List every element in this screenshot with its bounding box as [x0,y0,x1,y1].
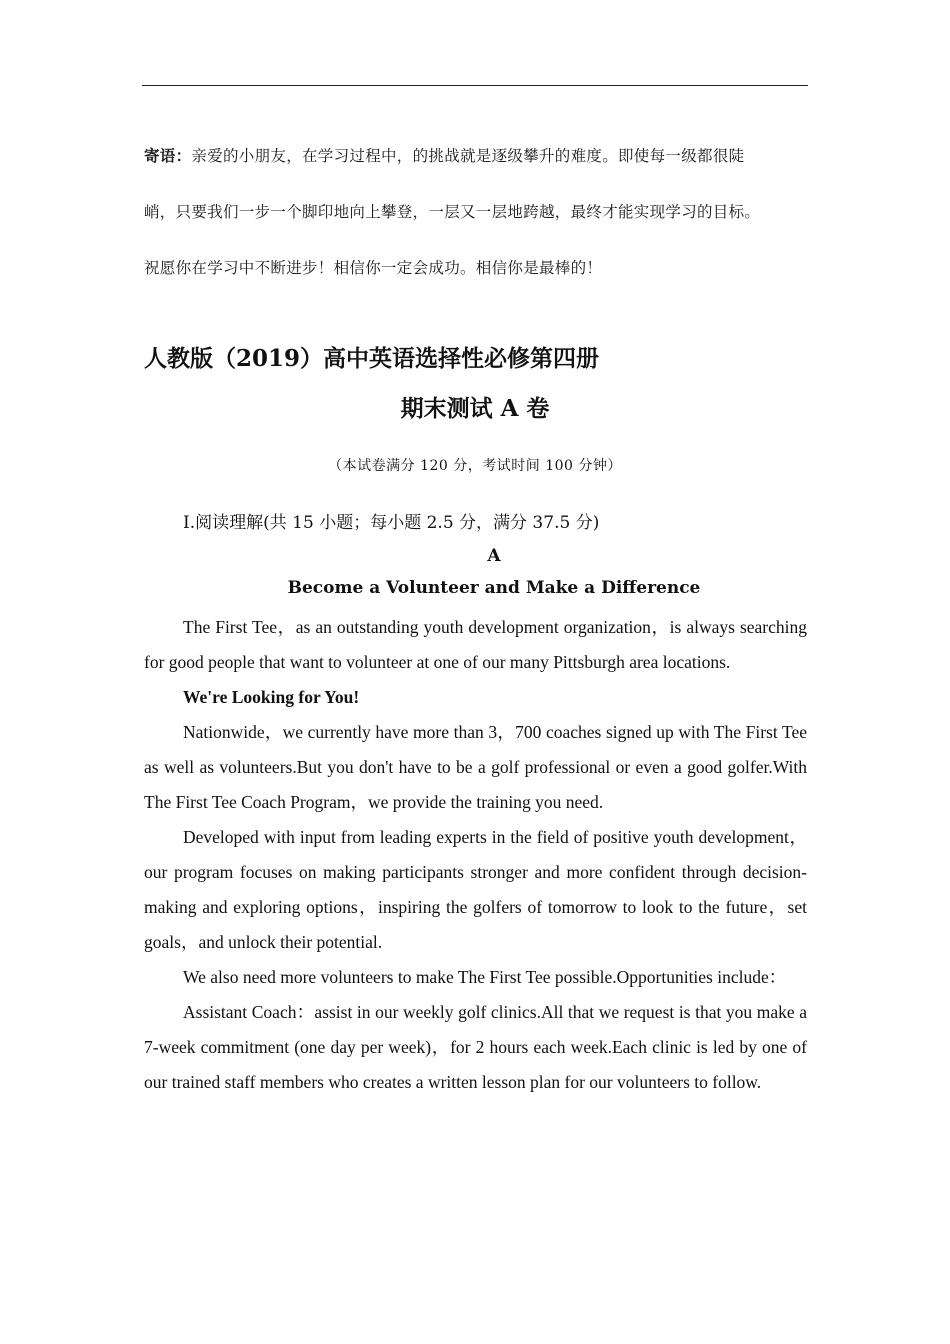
greeting-label: 寄语： [144,146,192,165]
exam-note: （本试卷满分 120 分，考试时间 100 分钟） [328,458,622,474]
paragraph: Nationwide，we currently have more than 3，700 coaches signed up with The First Tee as well as volunteers.But you don't have to be a golf professional or even a good golfer.With The First Tee Coach Program，we provide the training you need. [144,722,807,812]
paragraph: Assistant Coach：assist in our weekly golf clinics.All that we request is that you make a 7-week commitment (one day per week)，for 2 hours each week.Each clinic is led by one of our trained staff members who creates a written lesson plan for our volunteers to follow. [144,1002,807,1092]
greeting-text-1: 亲爱的小朋友，在学习过程中，的挑战就是逐级攀升的难度。即使每一级都很陡 [191,147,745,165]
document-title: 人教版（2019）高中英语选择性必修第四册 [144,345,600,372]
passage-title: Become a Volunteer and Make a Difference [287,578,701,598]
paragraph-subheading: We're Looking for You! [183,687,360,707]
paragraph: Developed with input from leading experts in the field of positive youth development，our program focuses on making participants stronger and more confident through decision- making and exploring options，inspiring the golfers of tomorrow to look to the future，set goals，and unlock their potential. [144,827,807,952]
greeting-block [144,128,808,296]
paragraph: We also need more volunteers to make The First Tee possible.Opportunities include： [183,967,787,987]
passage-letter: A [487,546,501,566]
greeting-line-1 [144,128,808,184]
greeting-line-3: 祝愿你在学习中不断进步！相信你一定会成功。相信你是最棒的！ [144,259,603,277]
paragraph: The First Tee，as an outstanding youth development organization，is always searching for good people that want to volunteer at one of our many Pittsburgh area locations. [144,617,807,672]
greeting-line-2: 峭，只要我们一步一个脚印地向上攀登，一层又一层地跨越，最终才能实现学习的目标。 [144,203,761,221]
passage-body [144,610,807,1100]
document-subtitle: 期末测试 A 卷 [400,395,550,422]
header-rule [142,85,808,86]
section-heading: Ⅰ.阅读理解(共 15 小题；每小题 2.5 分，满分 37.5 分) [183,513,600,533]
